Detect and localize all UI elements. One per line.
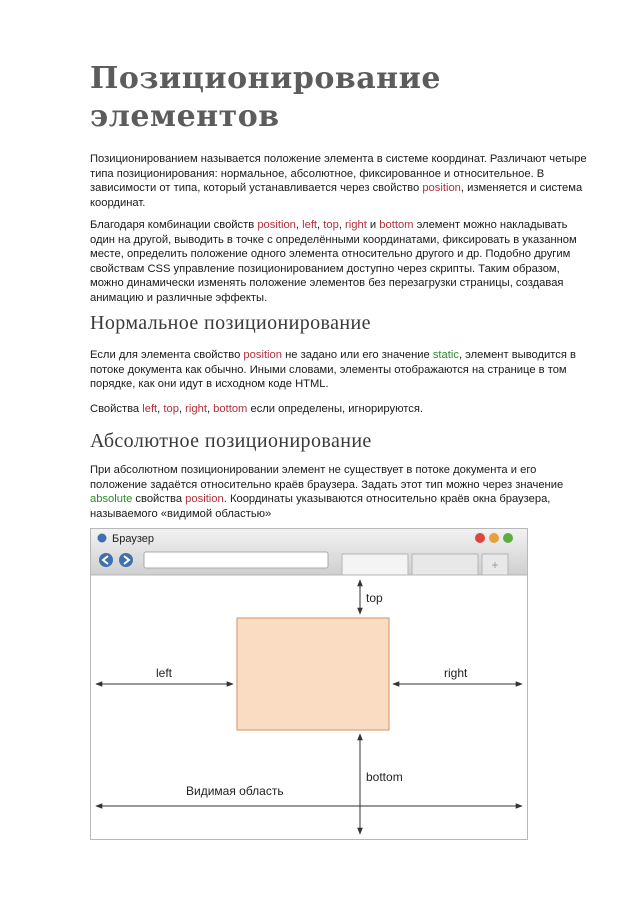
positioned-element [237, 618, 389, 730]
label-left: left [156, 666, 173, 680]
keyword-position: position [257, 219, 296, 231]
text: элемент можно накладывать один на другой, выводить в точке с определёнными координатами, фиксировать в указанном месте, определить положение одного элемента относительно другого и др. Подобно другим свойствам CSS управление позиционированием доступно через скрипты. Таким образом, можно динамически изменять положение элементов без перезагрузки страницы, создавая анимацию и различные эффекты. [90, 219, 577, 304]
window-title: Браузер [112, 533, 154, 545]
label-top: top [366, 591, 383, 605]
keyword-top: top [323, 219, 339, 231]
text: не задано или его значение [281, 349, 433, 361]
tab-2[interactable] [412, 554, 478, 575]
globe-icon [98, 534, 107, 543]
keyword-right: right [185, 403, 207, 415]
page-title: Позиционирование элементов [90, 61, 441, 134]
label-right: right [444, 666, 468, 680]
keyword-position: position [185, 493, 224, 505]
heading-absolute-positioning: Абсолютное позиционирование [90, 430, 372, 452]
minimize-dot-icon[interactable] [489, 533, 499, 543]
close-dot-icon[interactable] [475, 533, 485, 543]
text: , [338, 219, 346, 231]
keyword-bottom: bottom [379, 219, 414, 231]
paragraph-combination [90, 218, 588, 305]
text: , [178, 403, 186, 415]
heading-normal-positioning: Нормальное позиционирование [90, 312, 371, 334]
browser-diagram [90, 528, 528, 840]
text: , [317, 219, 324, 231]
label-bottom: bottom [366, 770, 403, 784]
tab-1[interactable] [342, 554, 408, 575]
keyword-left: left [142, 403, 158, 415]
text: , [295, 219, 303, 231]
keyword-bottom: bottom [213, 403, 248, 415]
forward-button[interactable] [119, 553, 133, 567]
text: , элемент выводится в потоке документа как обычно. Иными словами, элементы отображаются на странице в том порядке, как они идут в исходном коде HTML. [90, 349, 576, 390]
keyword-left: left [302, 219, 318, 231]
address-bar[interactable] [144, 552, 328, 568]
label-viewport: Видимая область [186, 784, 284, 798]
text: и [366, 219, 380, 231]
keyword-absolute: absolute [90, 493, 133, 505]
paragraph-intro [90, 152, 588, 210]
keyword-top: top [163, 403, 179, 415]
keyword-right: right [345, 219, 367, 231]
keyword-position: position [422, 182, 461, 194]
text: свойства [132, 493, 186, 505]
maximize-dot-icon[interactable] [503, 533, 513, 543]
keyword-static: static [432, 349, 459, 361]
text: , изменяется и система координат. [90, 182, 583, 209]
text: , [206, 403, 214, 415]
back-button[interactable] [99, 553, 113, 567]
text: если определены, игнорируются. [247, 403, 424, 415]
keyword-position: position [243, 349, 282, 361]
text: , [157, 403, 164, 415]
text: Благодаря комбинации свойств [90, 219, 258, 231]
text: . Координаты указываются относительно краёв окна браузера, называемого «видимой областью» [90, 493, 551, 520]
paragraph-ignored [90, 402, 588, 417]
text: Свойства [90, 403, 143, 415]
paragraph-absolute [90, 463, 588, 521]
paragraph-static [90, 348, 588, 392]
text: Позиционированием называется положение элемента в системе координат. Различают четыре типа позиционирования: нормальное, абсолютное, фиксированное и относительное. В зависимости от типа, который устанавливается через свойство [90, 153, 587, 194]
plus-icon: + [491, 558, 499, 572]
text: При абсолютном позиционировании элемент не существует в потоке документа и его положение задаётся относительно краёв браузера. Задать этот тип можно через значение [90, 464, 564, 491]
text: Если для элемента свойство [90, 349, 244, 361]
